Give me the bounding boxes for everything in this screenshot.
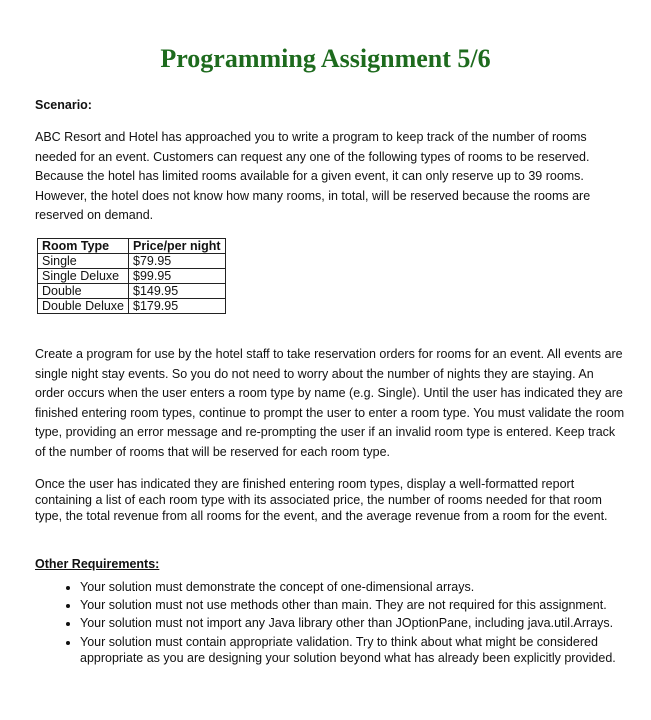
column-header-price: Price/per night	[129, 239, 226, 254]
list-item: • Your solution must demonstrate the concept of one-dimensional arrays.	[80, 579, 645, 595]
room-type-cell: Single Deluxe	[38, 269, 129, 284]
scenario-paragraph: ABC Resort and Hotel has approached you to write a program to keep track of the number of rooms needed for an event. Customers can request any one of the following types of rooms to be reserved. Because the hotel has limited rooms available for a given event, it can only reserve up to 39 rooms. However, the hotel does not know how many rooms, in total, will be reserved because the rooms are reserved on demand.	[35, 130, 591, 223]
list-item: • Your solution must contain appropriate validation. Try to think about what might be considered appropriate as you are designing your solution beyond what has already been explicitly provided.	[80, 634, 645, 666]
column-header-room-type: Room Type	[38, 239, 129, 254]
table-header-row	[38, 239, 226, 254]
room-type-cell: Single	[38, 254, 129, 269]
list-item: • Your solution must not use methods other than main. They are not required for this assignment.	[80, 597, 645, 613]
instructions-paragraph-1: Create a program for use by the hotel staff to take reservation orders for rooms for an event. All events are single night stay events. So you do not need to worry about the number of nights they are staying. An order occurs when the user enters a room type by name (e.g. Single). Until the user has indicated they are finished entering room types, continue to prompt the user to enter a room type. You must validate the room type, providing an error message and re-prompting the user if an invalid room type is entered. Keep track of the number of rooms that will be reserved for each room type.	[35, 347, 625, 459]
page-title: Programming Assignment 5/6	[160, 44, 491, 73]
price-cell: $79.95	[129, 254, 226, 269]
price-cell: $179.95	[129, 299, 226, 314]
list-item: • Your solution must not import any Java library other than JOptionPane, including java.util.Arrays.	[80, 615, 645, 631]
price-cell: $149.95	[129, 284, 226, 299]
room-type-cell: Double Deluxe	[38, 299, 129, 314]
room-price-table	[37, 238, 226, 314]
price-cell: $99.95	[129, 269, 226, 284]
other-requirements-heading: Other Requirements:	[35, 557, 160, 571]
table-row	[38, 254, 226, 269]
requirements-list	[60, 579, 645, 668]
table-row	[38, 284, 226, 299]
scenario-heading: Scenario:	[35, 98, 92, 112]
instructions-paragraph-2: Once the user has indicated they are finished entering room types, display a well-formatted report containing a list of each room type with its associated price, the number of rooms needed for that room type, the total revenue from all rooms for the event, and the average revenue from a room for the event.	[35, 477, 608, 524]
room-type-cell: Double	[38, 284, 129, 299]
table-row	[38, 269, 226, 284]
table-row	[38, 299, 226, 314]
